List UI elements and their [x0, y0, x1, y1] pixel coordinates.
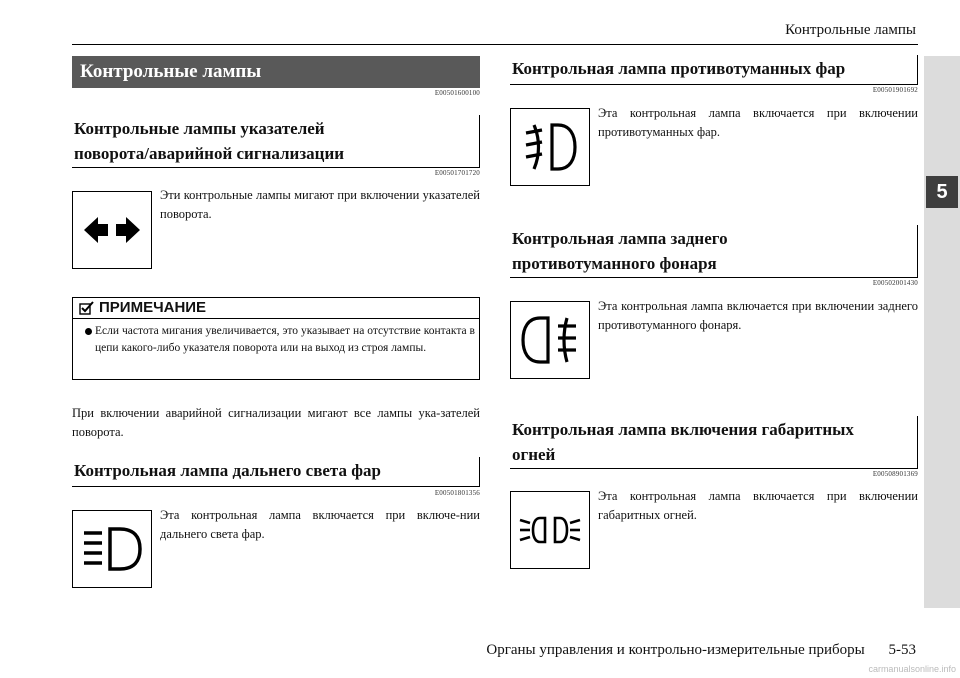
chapter-number-tab[interactable]: 5 — [926, 176, 958, 208]
note-bullet — [85, 328, 92, 335]
position-lights-icon-box — [510, 491, 590, 569]
hazard-text: При включении аварийной сигнализации мигают все лампы ука-зателей поворота. — [72, 406, 480, 439]
side-tab — [924, 56, 960, 608]
page-footer — [466, 642, 916, 659]
section-front-fog-text: Эта контрольная лампа включается при включении противотуманных фар. — [598, 106, 918, 139]
front-fog-light-icon — [522, 121, 578, 173]
rear-fog-light-icon — [520, 314, 580, 366]
section-high-beam-text: Эта контрольная лампа включается при включе-нии дальнего света фар. — [160, 508, 480, 541]
section-position-lights-title: Контрольная лампа включения габаритных огней — [510, 417, 918, 469]
high-beam-icon-box — [72, 510, 152, 588]
main-heading: Контрольные лампы — [72, 56, 480, 88]
section-position-lights-code: E00508901369 — [872, 470, 918, 478]
position-lights-icon — [517, 510, 583, 550]
running-header: Контрольные лампы — [785, 22, 916, 38]
main-code: E00501600100 — [434, 89, 480, 97]
section-turn-signal-title: Контрольные лампы указателей поворота/аварийной сигнализации — [72, 116, 480, 168]
section-front-fog-title: Контрольная лампа противотуманных фар — [510, 56, 918, 85]
section-turn-signal-code: E00501701720 — [434, 169, 480, 177]
note-text: Если частота мигания увеличивается, это указывает на отсутствие контакта в цепи какого-либо указателя поворота или на выход из строя лампы. — [95, 325, 475, 354]
high-beam-icon — [80, 525, 144, 573]
note-check-icon — [79, 301, 95, 315]
section-turn-signal-text: Эти контрольные лампы мигают при включении указателей поворота. — [160, 188, 480, 221]
watermark: carmanualsonline.info — [868, 664, 956, 674]
section-high-beam-code: E00501801356 — [434, 489, 480, 497]
section-rear-fog-code: E00502001430 — [872, 279, 918, 287]
rear-fog-icon-box — [510, 301, 590, 379]
footer-page-number: 5-53 — [888, 642, 916, 658]
note-title: ПРИМЕЧАНИЕ — [99, 299, 207, 316]
section-high-beam-title: Контрольная лампа дальнего света фар — [72, 458, 480, 487]
front-fog-icon-box — [510, 108, 590, 186]
turn-signal-icon-box — [72, 191, 152, 269]
note-box — [72, 297, 480, 380]
turn-signal-arrows-icon — [82, 213, 142, 247]
section-position-lights-text: Эта контрольная лампа включается при включении габаритных огней. — [598, 489, 918, 522]
footer-chapter-name: Органы управления и контрольно-измерительные приборы — [486, 642, 865, 658]
note-header — [73, 298, 479, 319]
header-rule — [72, 44, 918, 45]
section-rear-fog-title: Контрольная лампа заднего противотуманного фонаря — [510, 226, 918, 278]
section-front-fog-code: E00501901692 — [872, 86, 918, 94]
section-rear-fog-text: Эта контрольная лампа включается при включении заднего противотуманного фонаря. — [598, 299, 918, 332]
